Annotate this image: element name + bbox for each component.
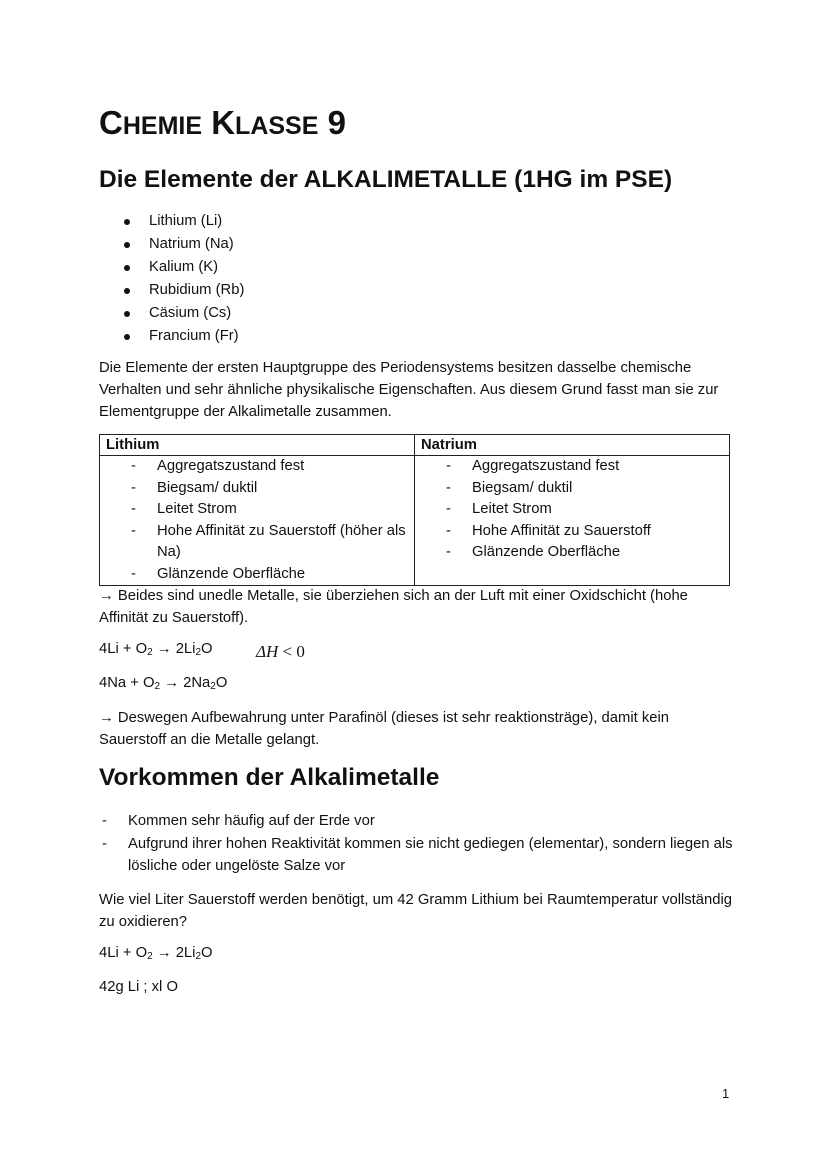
equation-natrium: $4Na + O_2 \to 2Na_2O$ — [99, 675, 228, 692]
list-item: - Aggregatszustand fest — [131, 458, 305, 474]
table-row — [100, 456, 730, 586]
list-item: - Biegsam/ duktil — [446, 479, 573, 496]
question-paragraph: Wie viel Liter Sauerstoff werden benötigt, um 42 Gramm Lithium bei Raumtemperatur vollständig zu oxidieren? — [99, 892, 732, 930]
list-item: - Glänzende Oberfläche — [131, 565, 306, 582]
table-header-lithium: Lithium — [100, 435, 415, 456]
conclusion-paragraph-storage: → Deswegen Aufbewahrung unter Parafinöl (dieses ist sehr reaktionsträge), damit kein Sauerstoff an die Metalle gelangt. — [99, 710, 669, 748]
table-cell-natrium — [415, 456, 730, 586]
list-item: - Kommen sehr häufig auf der Erde vor — [102, 813, 375, 829]
list-item: Francium (Fr) — [124, 325, 244, 348]
bullet-icon — [124, 265, 130, 271]
conclusion-paragraph-oxide: → Beides sind unedle Metalle, sie überziehen sich an der Luft mit einer Oxidschicht (hohe Affinität zu Sauerstoff). — [99, 588, 688, 626]
intro-paragraph: Die Elemente der ersten Hauptgruppe des Periodensystems besitzen dasselbe chemische Verhalten und sehr ähnliche physikalische Eigenschaften. Aus diesem Grund fasst man sie zur Elementgruppe der Alkalimetalle zusammen. — [99, 360, 719, 420]
table-header-row — [100, 435, 730, 456]
title-number: 9 — [327, 104, 346, 141]
section-heading-alkalimetalle: Die Elemente der ALKALIMETALLE (1HG im PSE) — [99, 166, 673, 193]
list-item: - Glänzende Oberfläche — [446, 544, 621, 560]
list-item: - Leitet Strom — [131, 501, 237, 517]
list-item: Lithium (Li) — [124, 210, 244, 233]
document-title — [99, 104, 346, 142]
equation-lithium: $4Li + O_2 \to 2Li_2O$ — [99, 641, 213, 658]
equation-question: $4Li + O_2 \to 2Li_2O$ — [99, 945, 213, 962]
list-item: Kalium (K) — [124, 256, 244, 279]
element-list — [124, 210, 244, 348]
bullet-icon — [124, 242, 130, 248]
title-word-2: KLASSE — [211, 104, 319, 141]
list-item: - Aggregatszustand fest — [446, 458, 620, 474]
list-item: - Leitet Strom — [446, 501, 552, 517]
occurrence-list — [99, 810, 739, 878]
list-item: - Biegsam/ duktil — [131, 479, 258, 496]
table-cell-lithium — [100, 456, 415, 586]
comparison-table — [99, 434, 730, 586]
bullet-icon — [124, 288, 130, 294]
list-item: Rubidium (Rb) — [124, 279, 244, 302]
page-number: 1 — [722, 1086, 730, 1101]
list-item: Cäsium (Cs) — [124, 302, 244, 325]
given-values: 42g Li ; xl O — [99, 979, 178, 995]
bullet-icon — [124, 334, 130, 340]
bullet-icon — [124, 311, 130, 317]
enthalpy-note: ΔH < 0 — [256, 642, 305, 661]
list-item: - Aufgrund ihrer hohen Reaktivität kommen sie nicht gediegen (elementar), sondern liegen als lösliche oder ungelöste Salze vor — [102, 836, 733, 874]
list-item: Natrium (Na) — [124, 233, 244, 256]
section-heading-vorkommen: Vorkommen der Alkalimetalle — [99, 764, 440, 791]
list-item: - Hohe Affinität zu Sauerstoff (höher als Na) — [131, 522, 406, 560]
bullet-icon — [124, 219, 130, 225]
list-item: - Hohe Affinität zu Sauerstoff — [446, 522, 651, 539]
table-header-natrium: Natrium — [415, 435, 730, 456]
title-word-1: CHEMIE — [99, 104, 203, 141]
